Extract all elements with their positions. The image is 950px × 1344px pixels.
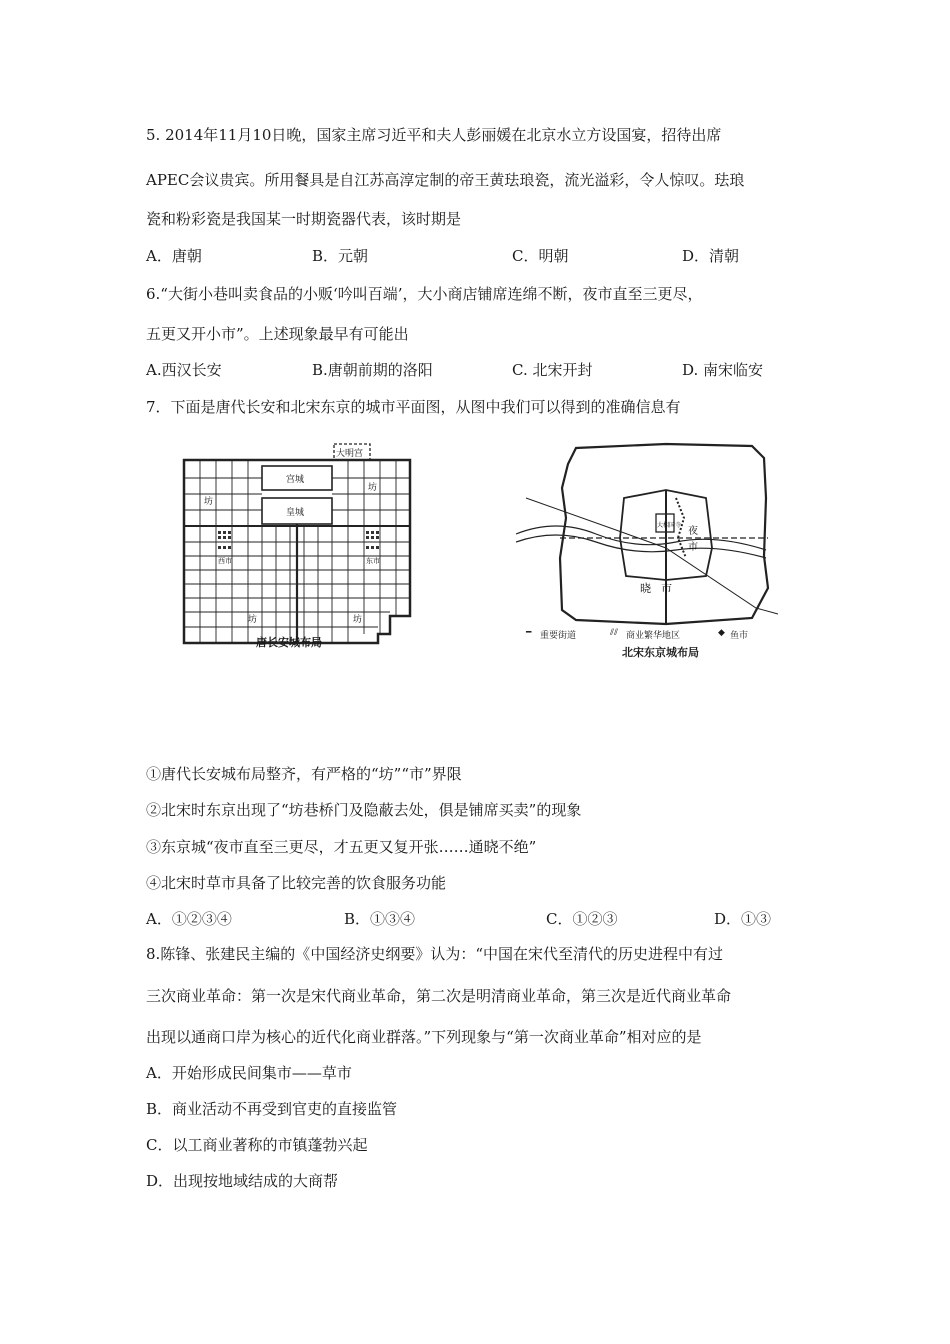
legend-fish-icon: ◆ — [718, 628, 725, 638]
q5-stem-line1: 5. 2014年11月10日晚，国家主席习近平和夫人彭丽媛在北京水立方设国宴，招待出席 — [146, 126, 722, 144]
legend-fish-label: 鱼市 — [730, 631, 749, 641]
dongshi-label: 东市 — [366, 557, 380, 565]
legend-road-label: 重要街道 — [540, 631, 577, 641]
yeshi-label-1: 夜 — [688, 526, 698, 537]
q7-statement-3: ③东京城“夜市直至三更尽，才五更又复开张……通晓不绝” — [146, 838, 537, 856]
q8-stem-line2: 三次商业革命：第一次是宋代商业革命，第二次是明清商业革命，第三次是近代商业革命 — [146, 987, 732, 1005]
xishi-label: 西市 — [218, 557, 232, 565]
q7-option-c: C．①②③ — [546, 910, 618, 928]
q5-option-c: C．明朝 — [512, 247, 569, 265]
q6-stem-line1: 6.“大街小巷叫卖食品的小贩‘吟叫百端’，大小商店铺席连绵不断，夜市直至三更尽， — [146, 285, 703, 303]
tang-changan-caption: 唐长安城布局 — [256, 636, 322, 649]
song-dongjing-caption: 北宋东京城布局 — [622, 646, 699, 659]
daxiangguosi-label: 大相国寺 — [657, 522, 682, 529]
q8-option-c: C．以工商业著称的市镇蓬勃兴起 — [146, 1136, 368, 1154]
q8-option-a: A．开始形成民间集市——草市 — [146, 1064, 352, 1082]
q8-option-d: D．出现按地域结成的大商帮 — [146, 1172, 339, 1190]
tang-changan-map — [178, 438, 423, 656]
q6-option-a: A.西汉长安 — [146, 361, 222, 379]
q5-option-b: B．元朝 — [312, 247, 369, 265]
q5-stem-line3: 瓷和粉彩瓷是我国某一时期瓷器代表，该时期是 — [146, 210, 462, 228]
q7-options — [146, 908, 806, 930]
q6-option-d: D. 南宋临安 — [682, 361, 764, 379]
fang-label-1: 坊 — [204, 497, 214, 507]
tang-changan-svg — [178, 438, 423, 656]
q8-stem-line3: 出现以通商口岸为核心的近代化商业群落。”下列现象与“第一次商业革命”相对应的是 — [146, 1028, 702, 1046]
legend-commerce-label: 商业繁华地区 — [626, 631, 681, 641]
fang-label-4: 坊 — [353, 615, 363, 625]
q6-stem-line2: 五更又开小市”。上述现象最早有可能出 — [146, 325, 409, 343]
q5-stem-line2: APEC会议贵宾。所用餐具是自江苏高淳定制的帝王黄珐琅瓷，流光溢彩，令人惊叹。珐琅 — [146, 171, 745, 189]
q7-option-d: D．①③ — [714, 910, 772, 928]
q5-options — [146, 245, 806, 267]
q6-option-b: B.唐朝前期的洛阳 — [312, 361, 433, 379]
legend-road-icon: ━ — [526, 628, 532, 638]
gongcheng-label: 宫城 — [286, 475, 305, 485]
song-dongjing-svg — [516, 438, 786, 660]
song-dongjing-map — [516, 438, 786, 660]
q7-option-a: A．①②③④ — [146, 910, 232, 928]
yeshi-label-2: 市 — [688, 542, 698, 553]
q7-stem: 7．下面是唐代长安和北宋东京的城市平面图，从图中我们可以得到的准确信息有 — [146, 398, 681, 416]
huangcheng-label: 皇城 — [286, 508, 305, 518]
q7-statement-1: ①唐代长安城布局整齐，有严格的“坊”“市”界限 — [146, 765, 462, 783]
q5-option-a: A．唐朝 — [146, 247, 202, 265]
q7-option-b: B．①③④ — [344, 910, 416, 928]
q8-option-b: B．商业活动不再受到官吏的直接监管 — [146, 1100, 398, 1118]
q7-statement-2: ②北宋时东京出现了“坊巷桥门及隐蔽去处，俱是铺席买卖”的现象 — [146, 801, 582, 819]
q6-option-c: C. 北宋开封 — [512, 361, 593, 379]
q6-options — [146, 359, 806, 381]
xiaoshi-label: 晓市 — [640, 582, 682, 595]
daminggong-label: 大明宫 — [336, 449, 364, 459]
q8-stem-line1: 8.陈锋、张建民主编的《中国经济史纲要》认为：“中国在宋代至清代的历史进程中有过 — [146, 945, 723, 963]
q5-option-d: D．清朝 — [682, 247, 740, 265]
legend-commerce-icon: ⫽⫽ — [610, 628, 619, 638]
q7-statement-4: ④北宋时草市具备了比较完善的饮食服务功能 — [146, 874, 447, 892]
fang-label-3: 坊 — [248, 615, 258, 625]
fang-label-2: 坊 — [368, 483, 378, 493]
dongjing-legend — [526, 628, 786, 642]
